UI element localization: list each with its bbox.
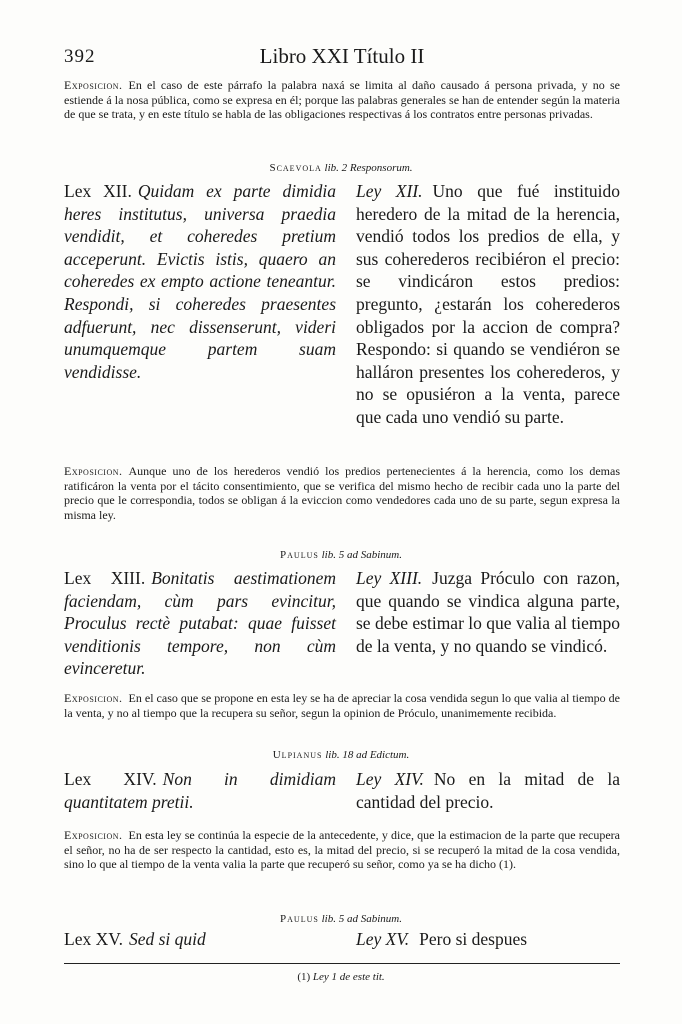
- source-author: Paulus: [280, 913, 319, 925]
- latin-text-lex-14: [64, 768, 336, 813]
- latin-heading: Lex XV.: [64, 929, 123, 949]
- footnote-text: Ley 1 de este tit.: [312, 971, 385, 983]
- spanish-body: No en la mitad de la cantidad del precio.: [356, 769, 620, 812]
- spanish-body: Uno que fué instituido heredero de la mitad de la herencia, vendió todos los predios de ella, y sus coherederos recibiéron el precio: se vindicáron estos predios: pregunto, ¿estarán los coherederos obligados por la accion de compra? Respondo: si quando se vendiéron se halláron presentes los coherederos, y no se opusiéron a la venta, parece que cada uno vendió su parte.: [356, 181, 620, 427]
- exposition-label: Exposicion.: [64, 464, 123, 478]
- latin-body: Bonitatis aestimationem faciendam, cùm pars evincitur, Proculus rectè putabat: quae fuisset venditionis tempore, non cùm evinceretur.: [64, 568, 336, 679]
- source-work: lib. 18 ad Edictum.: [325, 749, 410, 761]
- source-author: Paulus: [280, 549, 319, 561]
- page-number: 392: [64, 46, 96, 67]
- exposition-paragraph: [64, 691, 620, 720]
- exposition-label: Exposicion.: [64, 691, 123, 705]
- latin-heading: Lex XIII.: [64, 568, 146, 588]
- spanish-heading: Ley XV.: [356, 929, 410, 949]
- footnote: [0, 971, 682, 983]
- source-citation: [0, 162, 682, 174]
- page-header: [64, 44, 620, 72]
- spanish-text-ley-13: [356, 567, 620, 657]
- source-work: lib. 2 Responsorum.: [324, 162, 413, 174]
- source-citation: [0, 749, 682, 761]
- spanish-text-ley-12: [356, 180, 620, 429]
- exposition-label: Exposicion.: [64, 78, 123, 92]
- latin-body: Quidam ex parte dimidia heres institutus, universa praedia vendidit, et coheredes pretium acceperunt. Evictis istis, quaero an coheredes ex empto actione teneantur. Respondi, si coheredes praesentes adfuerunt, nec dissenserunt, videri unumquemque partem suam vendidisse.: [64, 181, 336, 382]
- spanish-text-ley-15: [356, 928, 620, 951]
- running-title: Libro XXI Título II: [259, 44, 425, 68]
- exposition-text: En el caso que se propone en esta ley se ha de apreciar la cosa vendida segun lo que valia al tiempo de la venta, y no al tiempo que la recupera su señor, segun la opinion de Próculo, unanimemente recibida.: [64, 691, 620, 720]
- spanish-heading: Ley XIV.: [356, 769, 424, 789]
- spanish-body: Juzga Próculo con razon, que quando se vindica alguna parte, se debe estimar lo que valia al tiempo de la venta, y no quando se vindicó.: [356, 568, 620, 656]
- source-citation: [0, 549, 682, 561]
- source-author: Scaevola: [269, 162, 322, 174]
- exposition-paragraph: [64, 464, 620, 522]
- exposition-text: En el caso de este párrafo la palabra naxá se limita al daño causado á persona privada, y no se estiende á la nosa pública, como se expresa en él; porque las palabras generales se han de entender según la materia de que se trata, y en este título se habla de las obligaciones respectivas á los contratos entre personas privadas.: [64, 78, 620, 122]
- source-author: Ulpianus: [272, 749, 323, 761]
- exposition-label: Exposicion.: [64, 828, 123, 842]
- exposition-paragraph: [64, 78, 620, 122]
- latin-heading: Lex XIV.: [64, 769, 157, 789]
- source-work: lib. 5 ad Sabinum.: [321, 549, 402, 561]
- source-work: lib. 5 ad Sabinum.: [321, 913, 402, 925]
- source-citation: [0, 913, 682, 925]
- latin-text-lex-13: [64, 567, 336, 680]
- footnote-mark: (1): [297, 971, 311, 983]
- spanish-heading: Ley XIII.: [356, 568, 423, 588]
- exposition-text: En esta ley se continúa la especie de la antecedente, y dice, que la estimacion de la parte que recupera el señor, no ha de ser respecto la cantidad, esto es, la mitad del precio, si se recuperó la mitad de la cosa vendida, sino lo que al tiempo de la venta valia la parte que recuperó su señor, como ya se ha dicho (1).: [64, 828, 620, 872]
- exposition-text: Aunque uno de los herederos vendió los predios pertenecientes á la herencia, como los demas ratificáron la venta por el tácito consentimiento, que se verifica del mismo hecho de recibir cada uno la parte del precio que le correspondia, todos se obligan á la eviccion como vendedores cada uno de su parte, segun expresa la misma ley.: [64, 464, 620, 522]
- latin-body: Sed si quid: [128, 929, 206, 949]
- latin-heading: Lex XII.: [64, 181, 132, 201]
- latin-text-lex-12: [64, 180, 336, 383]
- exposition-paragraph: [64, 828, 620, 872]
- latin-body: Non in dimidiam quantitatem pretii.: [64, 769, 336, 812]
- spanish-heading: Ley XII.: [356, 181, 423, 201]
- footnote-rule: [64, 963, 620, 964]
- spanish-text-ley-14: [356, 768, 620, 813]
- spanish-body: Pero si despues: [419, 929, 528, 949]
- latin-text-lex-15: [64, 928, 336, 951]
